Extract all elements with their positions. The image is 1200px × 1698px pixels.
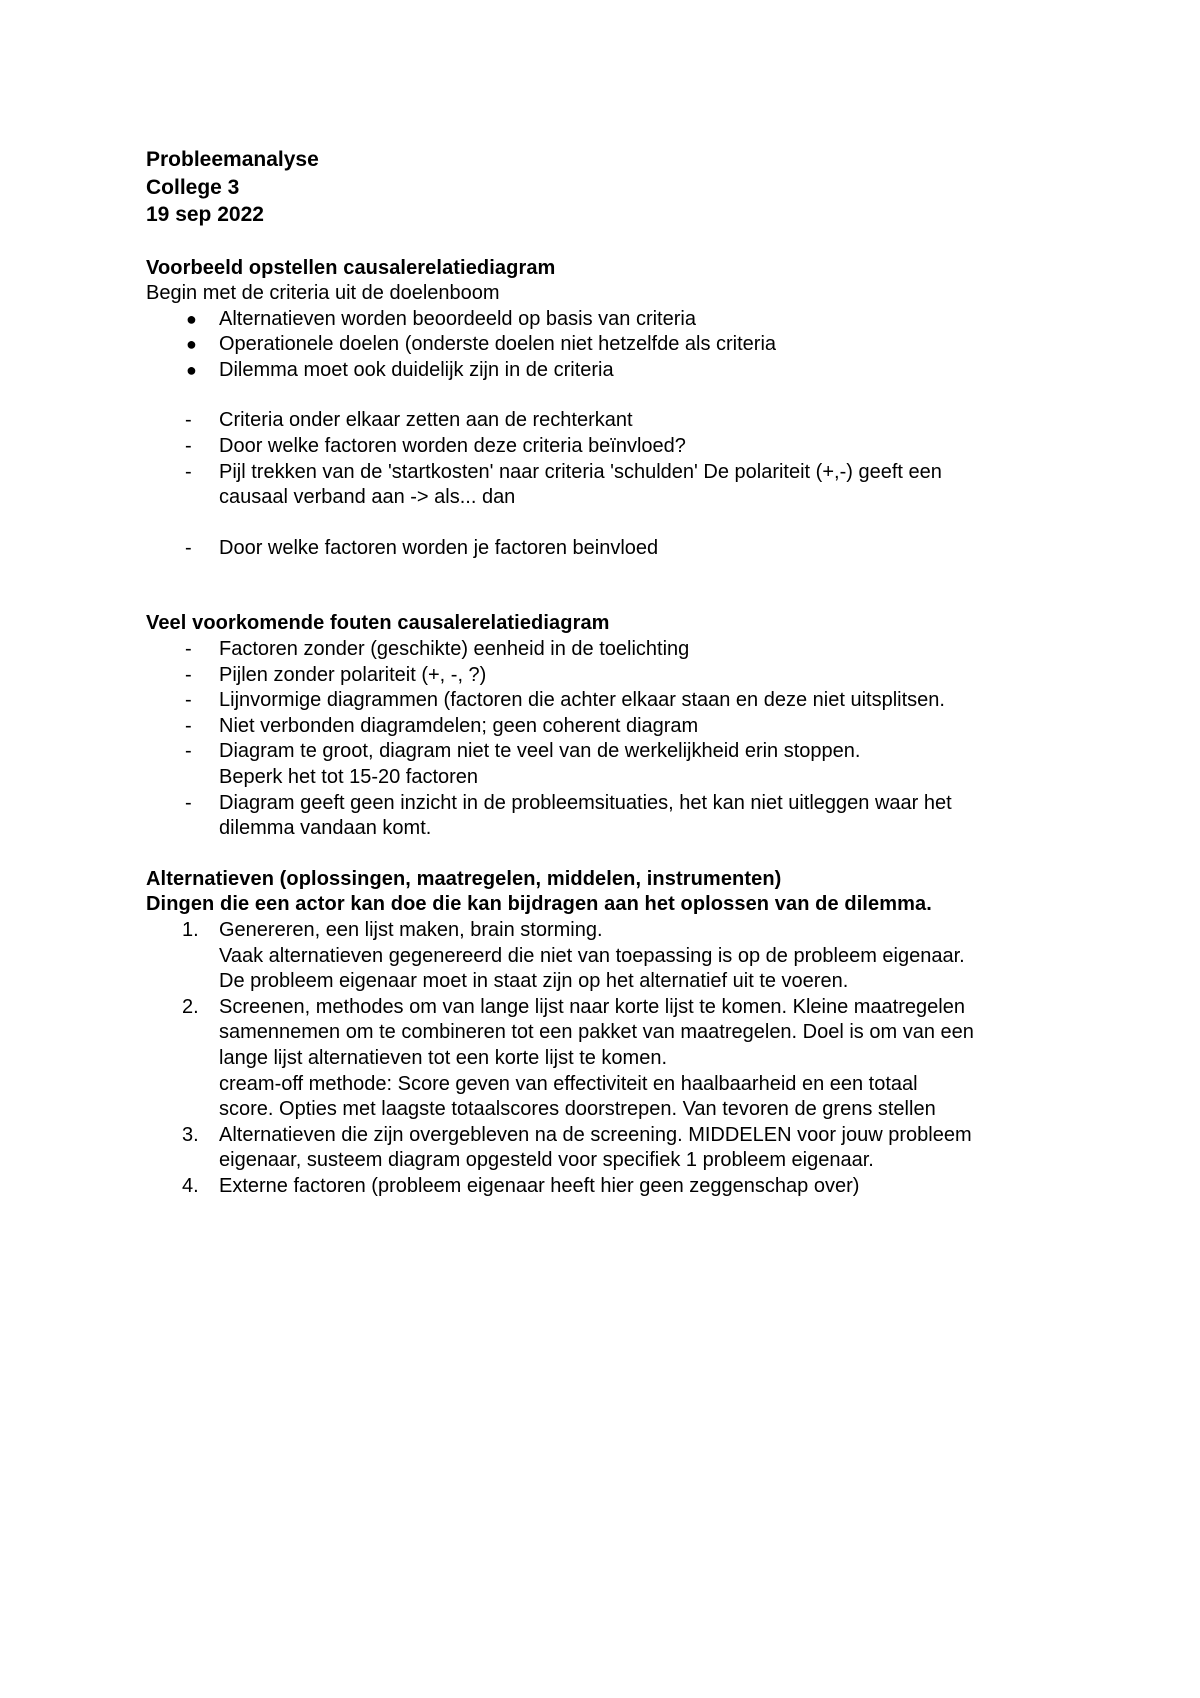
- list-item: - Diagram geeft geen inzicht in de probleemsituaties, het kan niet uitleggen waar het dilemma vandaan komt.: [185, 791, 952, 840]
- lecture-label: College 3: [146, 175, 240, 199]
- list-item: - Criteria onder elkaar zetten aan de rechterkant: [146, 408, 1086, 434]
- list-item: - Door welke factoren worden deze criteria beïnvloed?: [146, 434, 1086, 460]
- section-causal-diagram-example: [146, 256, 1086, 562]
- dash-icon: -: [185, 409, 192, 432]
- dash-icon: -: [185, 714, 192, 737]
- list-item: ● Alternatieven worden beoordeeld op basis van criteria: [146, 307, 1086, 333]
- dash-icon: -: [185, 740, 192, 763]
- section-heading: Alternatieven (oplossingen, maatregelen, middelen, instrumenten): [146, 867, 782, 890]
- list-number: 4.: [182, 1174, 199, 1197]
- section-heading: Veel voorkomende fouten causalerelatiediagram: [146, 612, 610, 635]
- dash-list: [146, 637, 1086, 842]
- dash-icon: -: [185, 536, 192, 559]
- dash-list: [146, 408, 1086, 510]
- list-item: 3. Alternatieven die zijn overgebleven na de screening. MIDDELEN voor jouw probleem eigenaar, susteem diagram opgesteld voor specifiek 1 probleem eigenaar.: [182, 1123, 972, 1172]
- bullet-list: [146, 307, 1086, 384]
- list-item: - Factoren zonder (geschikte) eenheid in de toelichting: [146, 637, 1086, 663]
- list-item: - Pijl trekken van de 'startkosten' naar criteria 'schulden' De polariteit (+,-) geeft een causaal verband aan -> als... dan: [185, 460, 942, 509]
- bullet-icon: ●: [186, 359, 197, 380]
- section-heading: Voorbeeld opstellen causalerelatiediagram: [146, 256, 556, 279]
- list-item: 2. Screenen, methodes om van lange lijst naar korte lijst te komen. Kleine maatregelen samennemen om te combineren tot een pakket van maatregelen. Doel is om van een lange lijst alternatieven tot een korte lijst te komen. cream-off methode: Score geven van effectiviteit en haalbaarheid en een totaal score. Opties met laagste totaalscores doorstrepen. Van tevoren de grens stellen: [182, 995, 974, 1121]
- list-number: 1.: [182, 918, 199, 941]
- list-item: ● Dilemma moet ook duidelijk zijn in de criteria: [146, 358, 1086, 384]
- dash-icon: -: [185, 435, 192, 458]
- list-item: - Lijnvormige diagrammen (factoren die achter elkaar staan en deze niet uitsplitsen.: [146, 688, 1086, 714]
- bullet-icon: ●: [186, 334, 197, 355]
- list-item: ● Operationele doelen (onderste doelen niet hetzelfde als criteria: [146, 332, 1086, 358]
- document-title: Probleemanalyse: [146, 148, 319, 171]
- document-header: [146, 146, 1086, 229]
- list-item: 4. Externe factoren (probleem eigenaar heeft hier geen zeggenschap over): [146, 1174, 1086, 1200]
- dash-list: [146, 536, 1086, 562]
- list-item: 1. Genereren, een lijst maken, brain storming. Vaak alternatieven gegenereerd die niet van toepassing is op de probleem eigenaar. De probleem eigenaar moet in staat zijn op het alternatief uit te voeren.: [182, 918, 965, 993]
- dash-icon: -: [185, 638, 192, 661]
- dash-icon: -: [185, 689, 192, 712]
- dash-icon: -: [185, 460, 192, 483]
- list-number: 3.: [182, 1123, 199, 1146]
- section-intro: Begin met de criteria uit de doelenboom: [146, 282, 500, 305]
- dash-icon: -: [185, 791, 192, 814]
- document-page: [146, 146, 1086, 1200]
- section-common-mistakes: [146, 611, 1086, 841]
- dash-icon: -: [185, 663, 192, 686]
- list-item: - Diagram te groot, diagram niet te veel van de werkelijkheid erin stoppen. Beperk het tot 15-20 factoren: [185, 740, 861, 788]
- bullet-icon: ●: [186, 308, 197, 329]
- lecture-date: 19 sep 2022: [146, 203, 264, 226]
- list-item: - Pijlen zonder polariteit (+, -, ?): [146, 663, 1086, 689]
- list-item: - Niet verbonden diagramdelen; geen coherent diagram: [146, 714, 1086, 740]
- list-item: - Door welke factoren worden je factoren beinvloed: [146, 536, 1086, 562]
- numbered-list: [146, 918, 1086, 1200]
- section-subheading: Dingen die een actor kan doe die kan bijdragen aan het oplossen van de dilemma.: [146, 893, 932, 916]
- section-alternatives: [146, 867, 1086, 1200]
- list-number: 2.: [182, 995, 199, 1018]
